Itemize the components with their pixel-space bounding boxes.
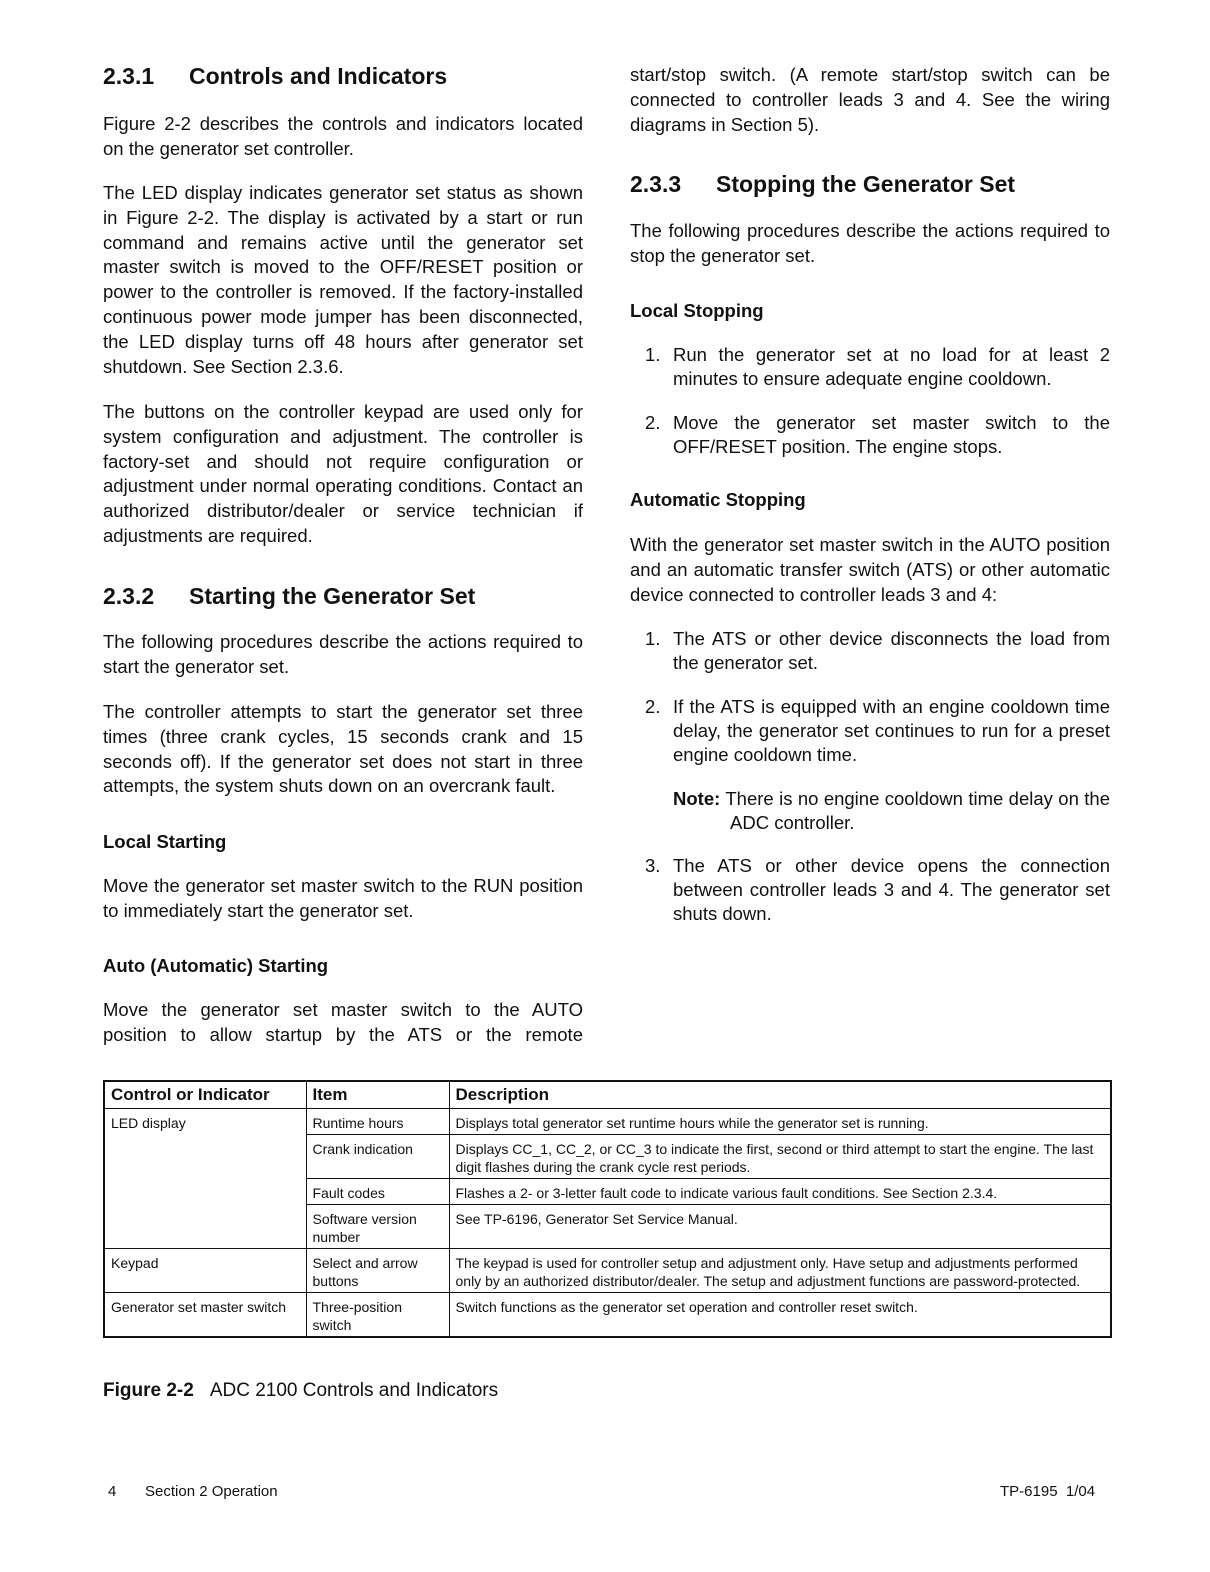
control-cell: Generator set master switch [104, 1293, 306, 1338]
footer-section: Section 2 Operation [145, 1483, 278, 1500]
item-cell: Fault codes [306, 1179, 449, 1205]
paragraph: Move the generator set master switch to the AUTO position to allow startup by the ATS or the remote [103, 999, 583, 1045]
list-number: 1. [645, 628, 661, 649]
paragraph: The controller attempts to start the generator set three times (three crank cycles, 15 seconds crank and 15 seconds off). If the generator set does not start in three attempts, the system shuts down on an overcrank fault. [103, 701, 583, 797]
subheading-local-starting: Local Starting [103, 831, 227, 852]
description-cell: The keypad is used for controller setup and adjustment only. Have setup and adjustments performed only by an authorized distributor/dealer. The setup and adjustment functions are password-protected. [449, 1249, 1111, 1293]
column-header: Description [449, 1081, 1111, 1109]
section-number: 2.3.3 [630, 171, 682, 197]
paragraph: The following procedures describe the actions required to stop the generator set. [630, 220, 1110, 266]
item-cell: Runtime hours [306, 1109, 449, 1135]
table-row [104, 1249, 1111, 1293]
paragraph: Move the generator set master switch to the RUN position to immediately start the generator set. [103, 875, 583, 921]
item-cell: Three-position switch [306, 1293, 449, 1338]
list-item [645, 854, 1110, 927]
heading-2-3-2 [103, 582, 475, 610]
subheading-auto-starting: Auto (Automatic) Starting [103, 955, 329, 976]
paragraph: The LED display indicates generator set status as shown in Figure 2-2. The display is activated by a start or run command and remains active until the generator set master switch is moved to the OFF/RESET position or power to the controller is removed. If the factory-installed continuous power mode jumper has been disconnected, the LED display turns off 48 hours after generator set shutdown. See Section 2.3.6. [103, 182, 583, 377]
list-text: Move the generator set master switch to the OFF/RESET position. The engine stops. [673, 412, 1110, 458]
list-item [645, 411, 1110, 459]
description-cell: Displays CC_1, CC_2, or CC_3 to indicate the first, second or third attempt to start the engine. The last digit flashes during the crank cycle rest periods. [449, 1135, 1111, 1179]
list-item [645, 343, 1110, 391]
column-header: Control or Indicator [104, 1081, 306, 1109]
list-text: The ATS or other device opens the connection between controller leads 3 and 4. The generator set shuts down. [673, 855, 1110, 925]
control-cell: LED display [104, 1109, 306, 1249]
section-number: 2.3.2 [103, 583, 155, 609]
list-text: If the ATS is equipped with an engine cooldown time delay, the generator set continues to run for a preset engine cooldown time. [673, 696, 1110, 766]
paragraph: With the generator set master switch in the AUTO position and an automatic transfer switch (ATS) or other automatic device connected to controller leads 3 and 4: [630, 534, 1110, 605]
heading-2-3-1 [103, 62, 583, 90]
table-row [104, 1293, 1111, 1338]
figure-caption [103, 1380, 498, 1402]
controls-table [103, 1080, 1112, 1338]
section-title: Controls and Indicators [189, 63, 448, 89]
section-number: 2.3.1 [103, 63, 155, 89]
paragraph: start/stop switch. (A remote start/stop switch can be connected to controller leads 3 and 4. See the wiring diagrams in Section 5). [630, 64, 1110, 135]
list-text: Run the generator set at no load for at least 2 minutes to ensure adequate engine cooldown. [673, 344, 1110, 390]
heading-2-3-3 [630, 170, 1015, 198]
subheading-local-stopping: Local Stopping [630, 300, 764, 321]
table-row [104, 1109, 1111, 1135]
paragraph: The following procedures describe the actions required to start the generator set. [103, 631, 583, 677]
table-header-row [104, 1081, 1111, 1109]
figure-label: Figure 2-2 [103, 1380, 194, 1401]
figure-title: ADC 2100 Controls and Indicators [209, 1380, 499, 1401]
paragraph: Figure 2-2 describes the controls and indicators located on the generator set controller. [103, 113, 583, 159]
list-item [645, 627, 1110, 675]
section-title: Starting the Generator Set [189, 583, 476, 609]
footer-page-number: 4 [108, 1483, 117, 1500]
section-title: Stopping the Generator Set [716, 171, 1016, 197]
item-cell: Select and arrow buttons [306, 1249, 449, 1293]
list-number: 3. [645, 855, 661, 876]
list-number: 1. [645, 344, 661, 365]
subheading-automatic-stopping: Automatic Stopping [630, 489, 806, 510]
list-number: 2. [645, 696, 661, 717]
item-cell: Crank indication [306, 1135, 449, 1179]
column-header: Item [306, 1081, 449, 1109]
note [673, 787, 1111, 835]
note-label: Note: [673, 788, 721, 809]
paragraph: The buttons on the controller keypad are used only for system configuration and adjustment. The controller is factory-set and should not require configuration or adjustment under normal operating conditions. Contact an authorized distributor/dealer or service technician if adjustments are required. [103, 401, 583, 546]
description-cell: Displays total generator set runtime hours while the generator set is running. [449, 1109, 1111, 1135]
note-text: There is no engine cooldown time delay on the ADC controller. [725, 788, 1111, 834]
description-cell: See TP-6196, Generator Set Service Manual. [449, 1205, 1111, 1249]
list-number: 2. [645, 412, 661, 433]
description-cell: Flashes a 2- or 3-letter fault code to indicate various fault conditions. See Section 2.3.4. [449, 1179, 1111, 1205]
list-item [645, 695, 1110, 768]
description-cell: Switch functions as the generator set operation and controller reset switch. [449, 1293, 1111, 1338]
item-cell: Software version number [306, 1205, 449, 1249]
control-cell: Keypad [104, 1249, 306, 1293]
footer-doc-id: TP-6195 1/04 [1000, 1483, 1096, 1500]
list-text: The ATS or other device disconnects the load from the generator set. [673, 628, 1110, 674]
